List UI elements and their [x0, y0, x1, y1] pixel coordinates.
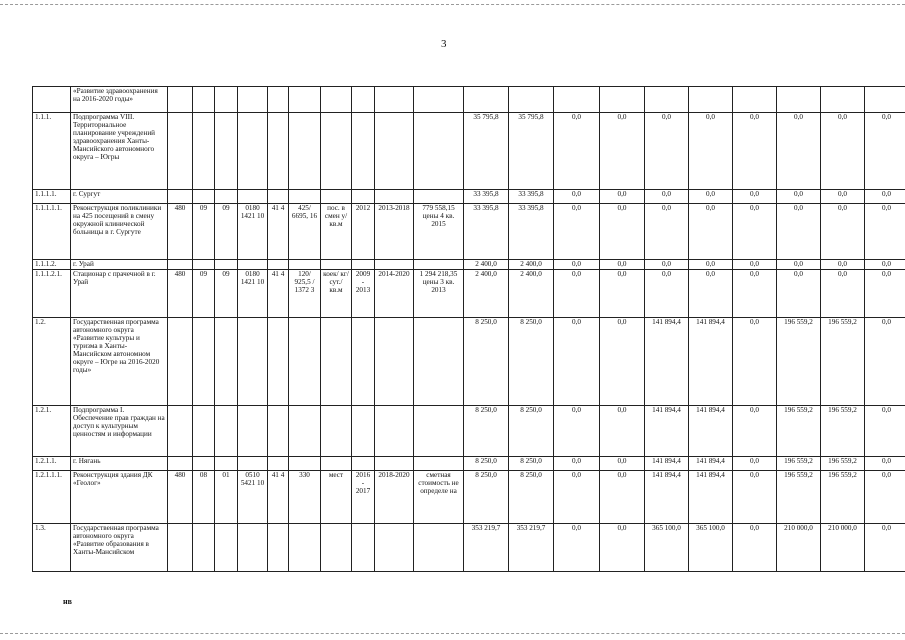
col-section: 09 — [193, 204, 215, 260]
val-8: 0,0 — [777, 190, 821, 204]
table-row — [33, 524, 905, 572]
col-expense-type — [268, 318, 289, 406]
val-1: 35 795,8 — [464, 113, 509, 190]
val-10: 0,0 — [865, 204, 905, 260]
col-section — [193, 524, 215, 572]
col-capacity-unit — [321, 524, 352, 572]
val-8: 0,0 — [777, 260, 821, 270]
val-3: 0,0 — [554, 260, 600, 270]
val-4: 0,0 — [600, 318, 645, 406]
val-2: 8 250,0 — [509, 406, 554, 457]
col-start-year: 2009 - 2013 — [352, 270, 375, 318]
col-target-article — [238, 113, 268, 190]
val-7: 0,0 — [733, 260, 777, 270]
col-estimated-cost — [414, 87, 464, 113]
col-estimated-cost — [414, 406, 464, 457]
val-2 — [509, 87, 554, 113]
val-5: 0,0 — [645, 204, 689, 260]
col-subsection — [215, 457, 238, 471]
col-subsection — [215, 260, 238, 270]
row-number: 1.1.1.1.1. — [33, 204, 71, 260]
val-6 — [689, 87, 733, 113]
col-target-article: 0510 5421 10 — [238, 471, 268, 524]
val-6: 141 894,4 — [689, 318, 733, 406]
val-5: 0,0 — [645, 270, 689, 318]
val-6: 0,0 — [689, 113, 733, 190]
col-section — [193, 318, 215, 406]
col-ministry — [168, 87, 193, 113]
val-4: 0,0 — [600, 524, 645, 572]
row-name: Реконструкция здания ДК «Геолог» — [71, 471, 168, 524]
row-name: Государственная программа автономного округа «Развитие культуры и туризма в Ханты-Мансийском автономном округе – Югре на 2016-2020 годы» — [71, 318, 168, 406]
val-3: 0,0 — [554, 113, 600, 190]
val-8: 196 559,2 — [777, 457, 821, 471]
col-estimated-cost — [414, 113, 464, 190]
val-1: 353 219,7 — [464, 524, 509, 572]
table-row — [33, 113, 905, 190]
val-2: 8 250,0 — [509, 471, 554, 524]
col-expense-type: 41 4 — [268, 270, 289, 318]
val-5: 141 894,4 — [645, 318, 689, 406]
col-expense-type — [268, 190, 289, 204]
page-number: 3 — [441, 38, 447, 50]
val-6: 0,0 — [689, 204, 733, 260]
col-capacity — [289, 113, 321, 190]
col-target-article — [238, 457, 268, 471]
col-target-article — [238, 190, 268, 204]
val-7: 0,0 — [733, 524, 777, 572]
col-estimated-cost: сметная стоимость не определе на — [414, 471, 464, 524]
col-end-year — [375, 190, 414, 204]
val-9 — [821, 87, 865, 113]
col-capacity — [289, 260, 321, 270]
val-6: 0,0 — [689, 190, 733, 204]
val-7: 0,0 — [733, 318, 777, 406]
val-8: 0,0 — [777, 113, 821, 190]
col-estimated-cost — [414, 524, 464, 572]
val-9: 196 559,2 — [821, 318, 865, 406]
val-3: 0,0 — [554, 190, 600, 204]
val-2: 8 250,0 — [509, 318, 554, 406]
val-3: 0,0 — [554, 524, 600, 572]
col-expense-type: 41 4 — [268, 204, 289, 260]
val-6: 365 100,0 — [689, 524, 733, 572]
col-capacity-unit — [321, 260, 352, 270]
val-9: 0,0 — [821, 270, 865, 318]
val-10: 0,0 — [865, 190, 905, 204]
val-3 — [554, 87, 600, 113]
table-row — [33, 471, 905, 524]
val-2: 33 395,8 — [509, 204, 554, 260]
col-end-year — [375, 406, 414, 457]
col-section — [193, 190, 215, 204]
col-ministry — [168, 113, 193, 190]
col-subsection: 09 — [215, 270, 238, 318]
val-1: 2 400,0 — [464, 260, 509, 270]
col-expense-type — [268, 87, 289, 113]
table-row — [33, 318, 905, 406]
col-capacity — [289, 406, 321, 457]
col-capacity — [289, 190, 321, 204]
col-target-article: 0180 1421 10 — [238, 270, 268, 318]
col-subsection: 09 — [215, 204, 238, 260]
col-ministry — [168, 260, 193, 270]
val-4: 0,0 — [600, 113, 645, 190]
val-6: 141 894,4 — [689, 471, 733, 524]
col-section: 08 — [193, 471, 215, 524]
val-4: 0,0 — [600, 204, 645, 260]
col-capacity — [289, 318, 321, 406]
val-10: 0,0 — [865, 260, 905, 270]
val-5: 0,0 — [645, 190, 689, 204]
col-expense-type — [268, 406, 289, 457]
row-number: 1.1.1.2. — [33, 260, 71, 270]
scan-bottom-edge — [0, 633, 905, 634]
col-section: 09 — [193, 270, 215, 318]
val-5: 0,0 — [645, 113, 689, 190]
col-ministry: 480 — [168, 270, 193, 318]
val-1 — [464, 87, 509, 113]
val-5: 141 894,4 — [645, 406, 689, 457]
col-expense-type — [268, 260, 289, 270]
col-subsection — [215, 318, 238, 406]
val-3: 0,0 — [554, 318, 600, 406]
col-subsection — [215, 524, 238, 572]
col-capacity-unit — [321, 457, 352, 471]
col-end-year: 2018-2020 — [375, 471, 414, 524]
row-name: г. Сургут — [71, 190, 168, 204]
val-7: 0,0 — [733, 204, 777, 260]
val-9: 210 000,0 — [821, 524, 865, 572]
val-8: 0,0 — [777, 204, 821, 260]
table-row — [33, 190, 905, 204]
val-10: 0,0 — [865, 318, 905, 406]
col-capacity — [289, 457, 321, 471]
col-ministry — [168, 524, 193, 572]
table-row — [33, 204, 905, 260]
col-ministry — [168, 190, 193, 204]
val-9: 0,0 — [821, 260, 865, 270]
col-subsection: 01 — [215, 471, 238, 524]
val-3: 0,0 — [554, 270, 600, 318]
investment-table — [32, 86, 905, 572]
col-estimated-cost — [414, 260, 464, 270]
col-section — [193, 457, 215, 471]
col-capacity-unit: мест — [321, 471, 352, 524]
val-4: 0,0 — [600, 260, 645, 270]
row-name: г. Нягань — [71, 457, 168, 471]
val-7: 0,0 — [733, 471, 777, 524]
val-9: 0,0 — [821, 204, 865, 260]
col-subsection — [215, 190, 238, 204]
val-4: 0,0 — [600, 270, 645, 318]
val-8: 196 559,2 — [777, 318, 821, 406]
col-end-year — [375, 113, 414, 190]
val-2: 2 400,0 — [509, 260, 554, 270]
col-end-year — [375, 87, 414, 113]
footer-initials: нв — [63, 597, 72, 606]
row-number — [33, 87, 71, 113]
row-name: Стационар с прачечной в г. Урай — [71, 270, 168, 318]
row-name: Реконструкция поликлиники на 425 посещений в смену окружной клинической больницы в г. Сургуте — [71, 204, 168, 260]
col-start-year — [352, 113, 375, 190]
col-ministry — [168, 457, 193, 471]
col-expense-type: 41 4 — [268, 471, 289, 524]
val-6: 0,0 — [689, 260, 733, 270]
col-expense-type — [268, 113, 289, 190]
val-1: 33 395,8 — [464, 204, 509, 260]
val-9: 0,0 — [821, 113, 865, 190]
val-6: 141 894,4 — [689, 457, 733, 471]
col-target-article — [238, 406, 268, 457]
col-end-year — [375, 524, 414, 572]
col-section — [193, 87, 215, 113]
col-expense-type — [268, 524, 289, 572]
col-start-year — [352, 260, 375, 270]
col-end-year: 2014-2020 — [375, 270, 414, 318]
row-number: 1.2.1. — [33, 406, 71, 457]
col-capacity-unit: коек/ кг/ сут./ кв.м — [321, 270, 352, 318]
col-start-year — [352, 457, 375, 471]
col-target-article — [238, 524, 268, 572]
val-5 — [645, 87, 689, 113]
col-capacity — [289, 524, 321, 572]
val-10: 0,0 — [865, 457, 905, 471]
val-1: 2 400,0 — [464, 270, 509, 318]
table-row — [33, 270, 905, 318]
col-target-article: 0180 1421 10 — [238, 204, 268, 260]
val-6: 0,0 — [689, 270, 733, 318]
col-capacity — [289, 87, 321, 113]
val-5: 0,0 — [645, 260, 689, 270]
col-expense-type — [268, 457, 289, 471]
val-5: 141 894,4 — [645, 471, 689, 524]
val-3: 0,0 — [554, 471, 600, 524]
val-2: 35 795,8 — [509, 113, 554, 190]
val-7: 0,0 — [733, 457, 777, 471]
table-row — [33, 87, 905, 113]
val-2: 353 219,7 — [509, 524, 554, 572]
val-8: 210 000,0 — [777, 524, 821, 572]
val-10: 0,0 — [865, 406, 905, 457]
val-5: 365 100,0 — [645, 524, 689, 572]
val-8 — [777, 87, 821, 113]
val-3: 0,0 — [554, 204, 600, 260]
col-subsection — [215, 87, 238, 113]
col-subsection — [215, 113, 238, 190]
col-subsection — [215, 406, 238, 457]
col-estimated-cost — [414, 318, 464, 406]
col-target-article — [238, 260, 268, 270]
val-7: 0,0 — [733, 190, 777, 204]
col-estimated-cost: 779 558,15 цены 4 кв. 2015 — [414, 204, 464, 260]
val-4 — [600, 87, 645, 113]
col-capacity: 120/ 925,5 / 1372 3 — [289, 270, 321, 318]
val-8: 196 559,2 — [777, 406, 821, 457]
col-capacity-unit — [321, 318, 352, 406]
val-2: 8 250,0 — [509, 457, 554, 471]
row-number: 1.1.1. — [33, 113, 71, 190]
val-5: 141 894,4 — [645, 457, 689, 471]
val-1: 33 395,8 — [464, 190, 509, 204]
row-number: 1.1.1.2.1. — [33, 270, 71, 318]
scan-top-edge — [0, 4, 905, 5]
col-capacity-unit — [321, 406, 352, 457]
row-name: Государственная программа автономного округа «Развитие образования в Ханты-Мансийском — [71, 524, 168, 572]
row-name: Подпрограмма I. Обеспечение прав граждан на доступ к культурным ценностям и информации — [71, 406, 168, 457]
col-start-year — [352, 190, 375, 204]
col-ministry — [168, 318, 193, 406]
row-number: 1.2. — [33, 318, 71, 406]
val-1: 8 250,0 — [464, 457, 509, 471]
col-ministry: 480 — [168, 204, 193, 260]
col-estimated-cost — [414, 457, 464, 471]
col-target-article — [238, 318, 268, 406]
row-number: 1.2.1.1.1. — [33, 471, 71, 524]
col-capacity-unit: пос. в смен у/ кв.м — [321, 204, 352, 260]
val-2: 33 395,8 — [509, 190, 554, 204]
val-1: 8 250,0 — [464, 318, 509, 406]
val-3: 0,0 — [554, 457, 600, 471]
table-row — [33, 457, 905, 471]
col-start-year: 2012 — [352, 204, 375, 260]
col-section — [193, 406, 215, 457]
val-8: 0,0 — [777, 270, 821, 318]
val-10: 0,0 — [865, 113, 905, 190]
col-start-year — [352, 318, 375, 406]
col-end-year — [375, 260, 414, 270]
val-1: 8 250,0 — [464, 471, 509, 524]
col-target-article — [238, 87, 268, 113]
val-4: 0,0 — [600, 190, 645, 204]
col-capacity-unit — [321, 190, 352, 204]
col-end-year — [375, 457, 414, 471]
val-9: 196 559,2 — [821, 406, 865, 457]
row-name: Подпрограмма VIII. Территориальное планирование учреждений здравоохранения Ханты-Мансийского автономного округа – Югры — [71, 113, 168, 190]
val-10: 0,0 — [865, 471, 905, 524]
col-section — [193, 260, 215, 270]
row-name: «Развитие здравоохранения на 2016-2020 годы» — [71, 87, 168, 113]
val-9: 196 559,2 — [821, 471, 865, 524]
col-start-year: 2016 - 2017 — [352, 471, 375, 524]
table-row — [33, 260, 905, 270]
col-start-year — [352, 87, 375, 113]
col-end-year: 2013-2018 — [375, 204, 414, 260]
val-4: 0,0 — [600, 471, 645, 524]
table-row — [33, 406, 905, 457]
col-ministry — [168, 406, 193, 457]
col-estimated-cost: 1 294 218,35 цены 3 кв. 2013 — [414, 270, 464, 318]
row-number: 1.3. — [33, 524, 71, 572]
val-9: 196 559,2 — [821, 457, 865, 471]
val-7 — [733, 87, 777, 113]
val-7: 0,0 — [733, 270, 777, 318]
col-estimated-cost — [414, 190, 464, 204]
val-10: 0,0 — [865, 524, 905, 572]
col-capacity-unit — [321, 113, 352, 190]
row-name: г. Урай — [71, 260, 168, 270]
val-10: 0,0 — [865, 270, 905, 318]
col-ministry: 480 — [168, 471, 193, 524]
col-capacity: 425/ 6695, 16 — [289, 204, 321, 260]
val-10 — [865, 87, 905, 113]
col-section — [193, 113, 215, 190]
val-9: 0,0 — [821, 190, 865, 204]
val-1: 8 250,0 — [464, 406, 509, 457]
col-capacity: 330 — [289, 471, 321, 524]
col-start-year — [352, 406, 375, 457]
val-7: 0,0 — [733, 406, 777, 457]
col-start-year — [352, 524, 375, 572]
row-number: 1.1.1.1. — [33, 190, 71, 204]
col-end-year — [375, 318, 414, 406]
val-3: 0,0 — [554, 406, 600, 457]
val-2: 2 400,0 — [509, 270, 554, 318]
col-capacity-unit — [321, 87, 352, 113]
val-4: 0,0 — [600, 406, 645, 457]
val-6: 141 894,4 — [689, 406, 733, 457]
val-8: 196 559,2 — [777, 471, 821, 524]
val-7: 0,0 — [733, 113, 777, 190]
row-number: 1.2.1.1. — [33, 457, 71, 471]
val-4: 0,0 — [600, 457, 645, 471]
